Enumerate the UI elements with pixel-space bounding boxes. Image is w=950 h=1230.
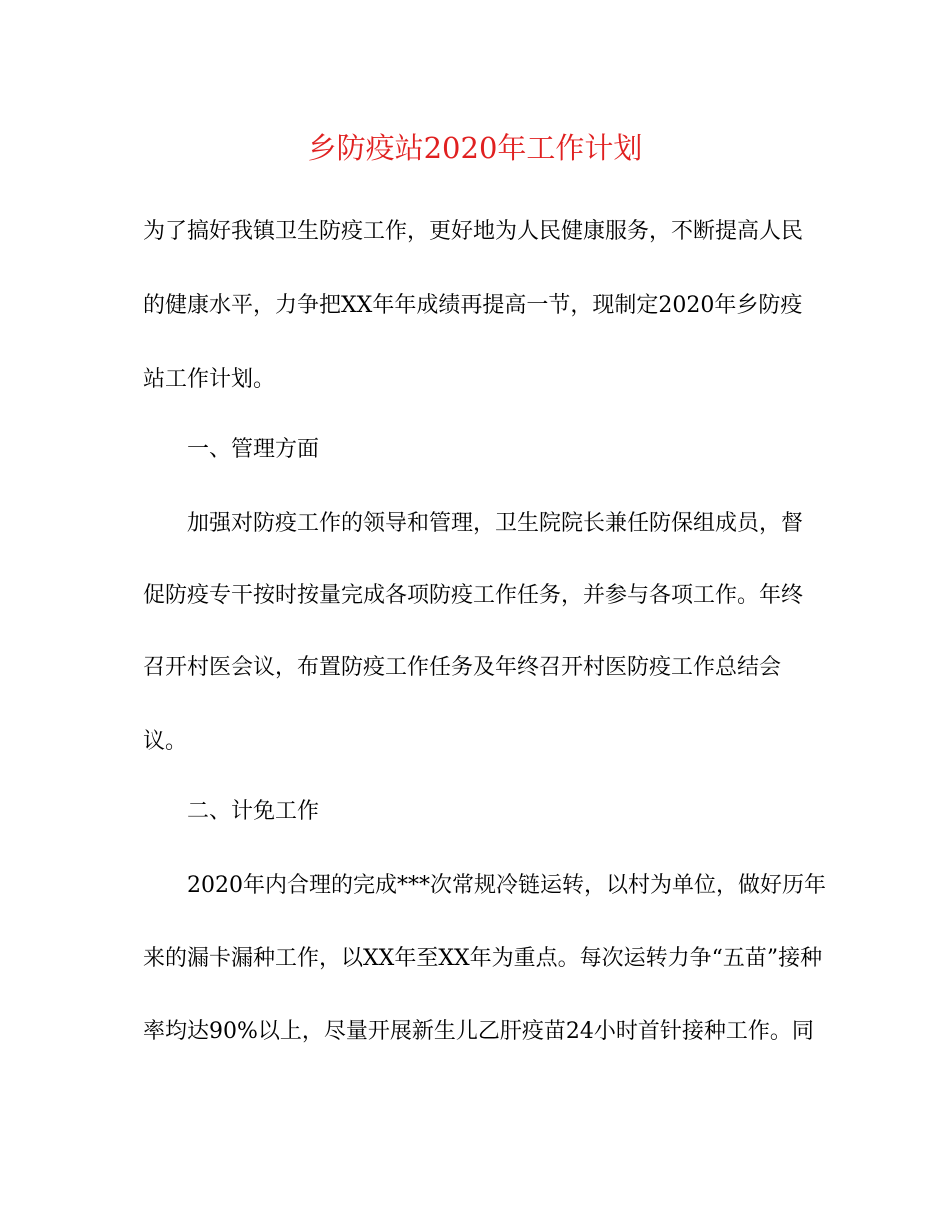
body-line: 召开村医会议，布置防疫工作任务及年终召开村医防疫工作总结会 (143, 655, 782, 680)
section-heading: 一、管理方面 (187, 437, 320, 462)
body-line: 率均达90%以上，尽量开展新生儿乙肝疫苗24小时首针接种工作。同 (143, 1019, 814, 1044)
body-line: 加强对防疫工作的领导和管理，卫生院院长兼任防保组成员，督 (187, 511, 804, 536)
body-line: 2020年内合理的完成***次常规冷链运转，以村为单位，做好历年 (187, 873, 826, 898)
body-line: 的健康水平，力争把XX年年成绩再提高一节，现制定2020年乡防疫 (143, 293, 803, 318)
section-heading: 二、计免工作 (187, 799, 320, 824)
body-line: 为了搞好我镇卫生防疫工作，更好地为人民健康服务，不断提高人民 (143, 219, 804, 244)
body-line: 来的漏卡漏种工作，以XX年至XX年为重点。每次运转力争“五苗”接种 (143, 946, 823, 971)
body-line: 站工作计划。 (143, 367, 276, 392)
document-title: 乡防疫站2020年工作计划 (307, 131, 643, 165)
body-line: 议。 (143, 729, 188, 754)
body-line: 促防疫专干按时按量完成各项防疫工作任务，并参与各项工作。年终 (143, 583, 804, 608)
